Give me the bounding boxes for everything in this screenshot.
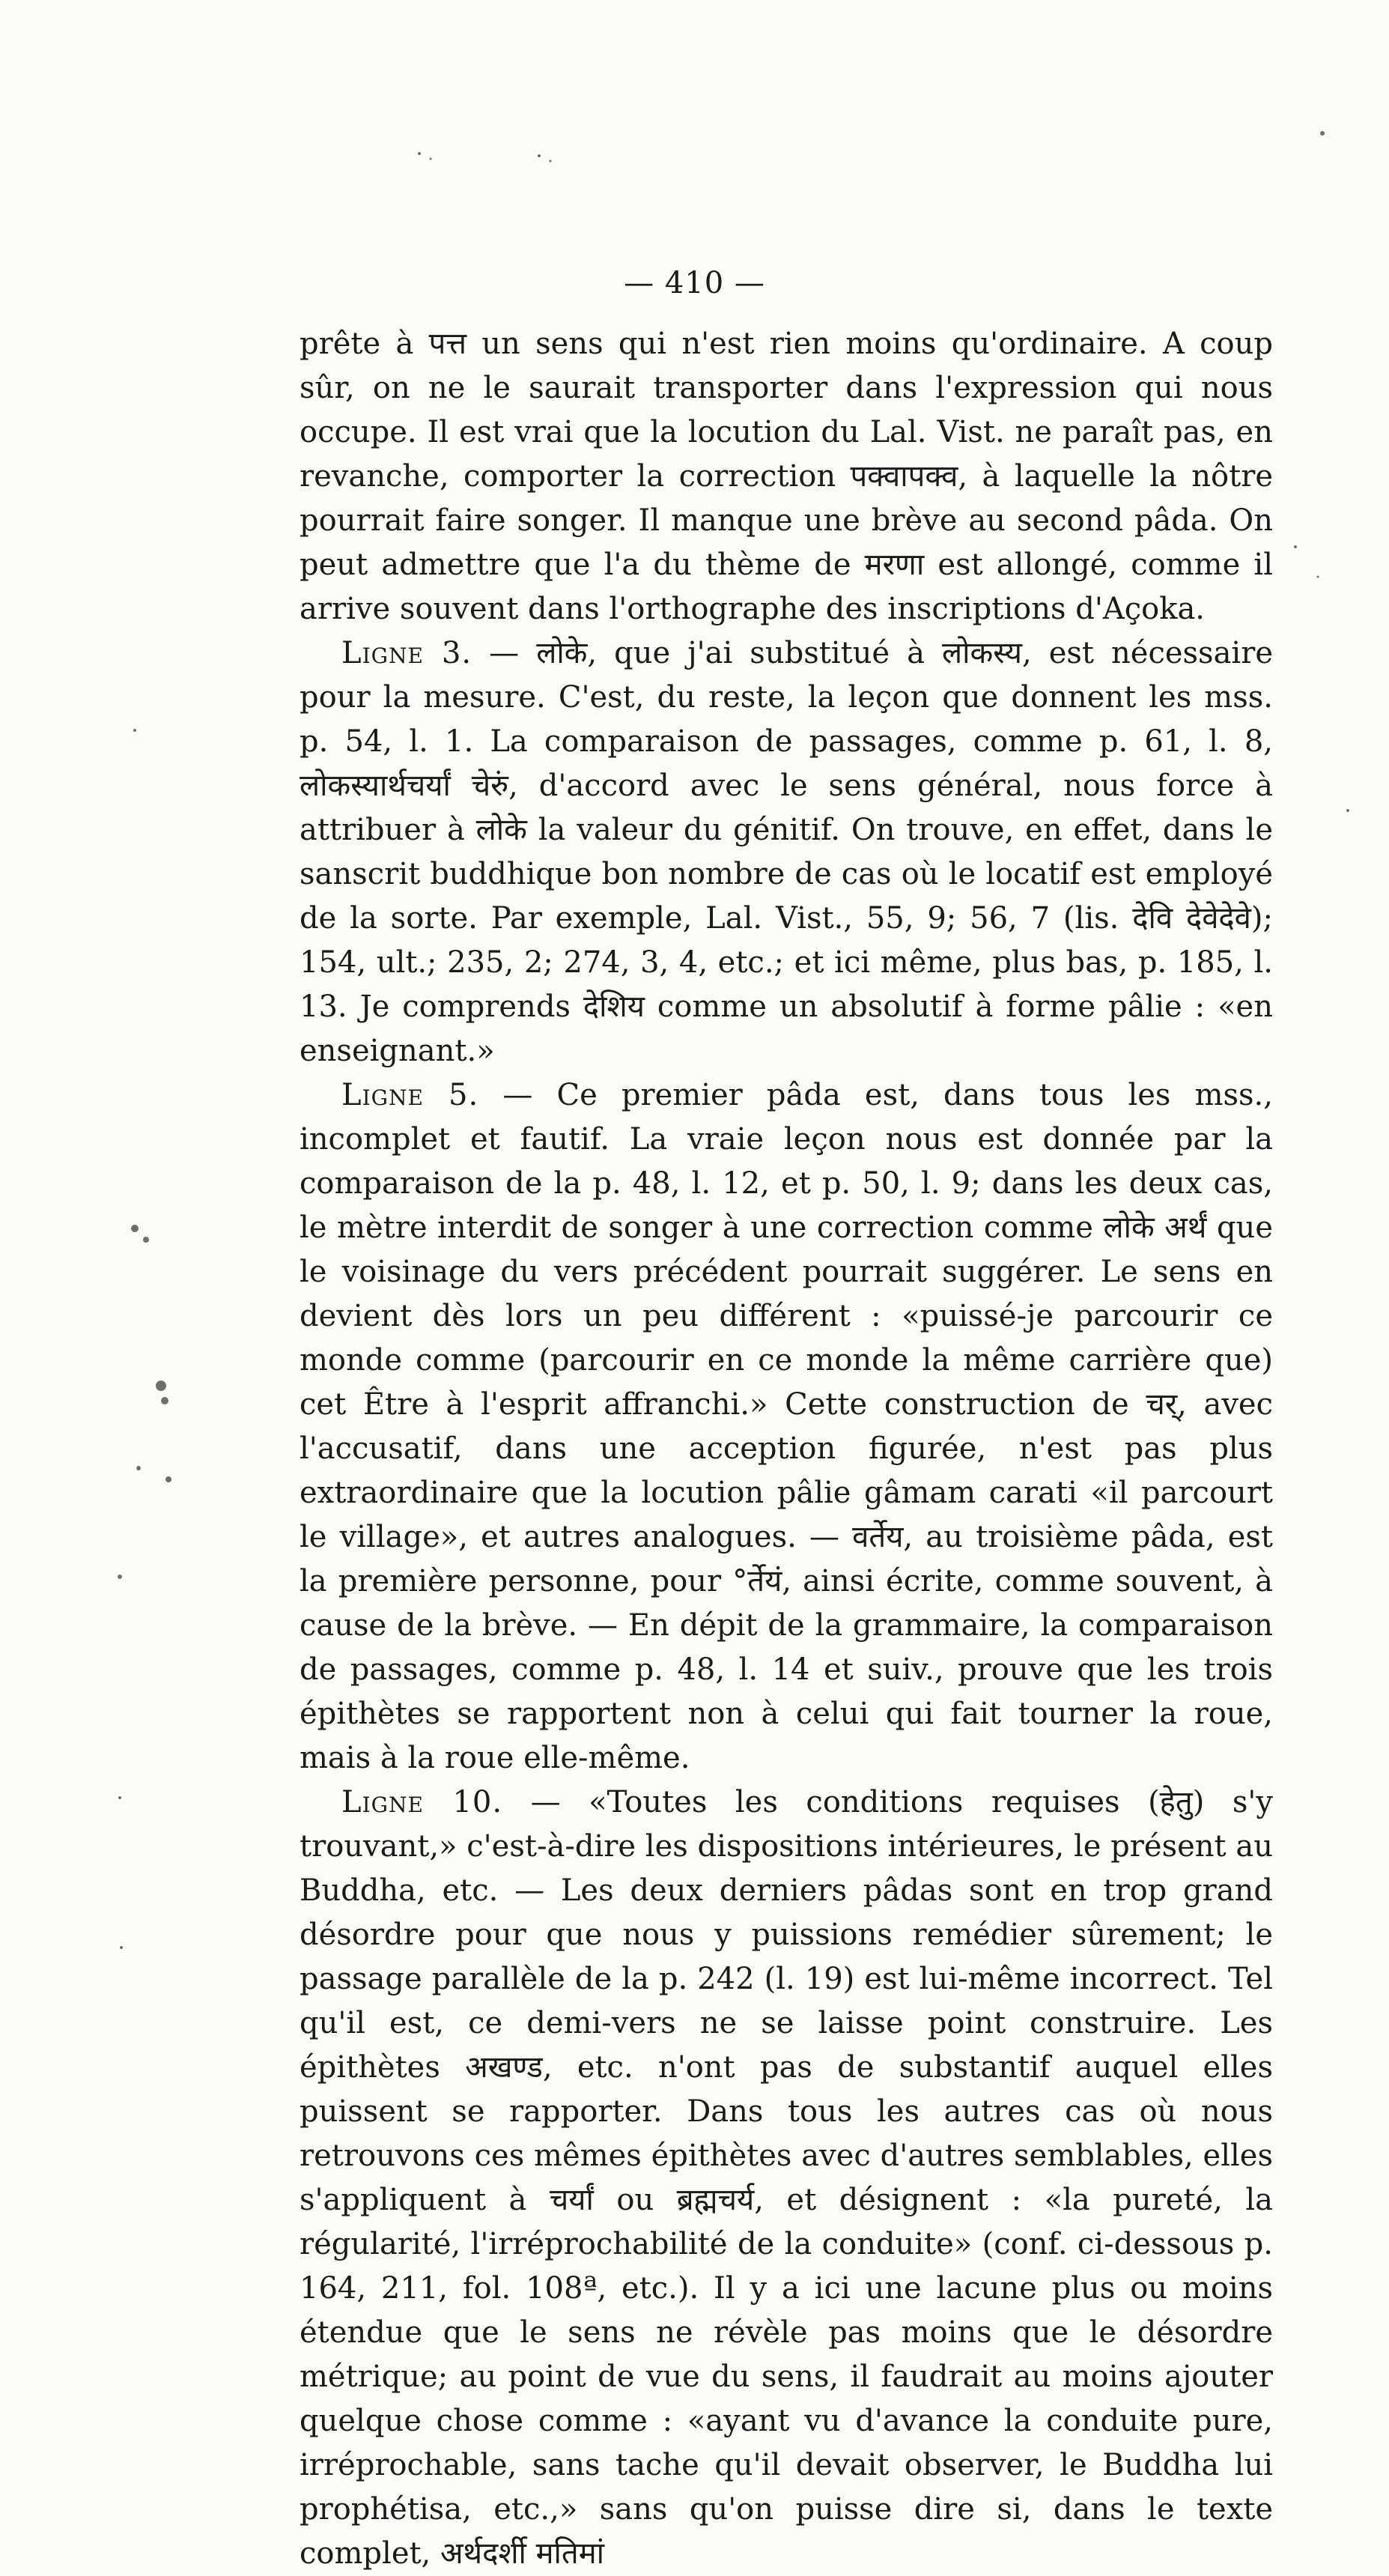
paragraph-lead: Ligne 3. [341,636,472,670]
paragraph-text: — Ce premier pâda est, dans tous les mss., incomplet et fautif. La vraie leçon nous est donnée par la comparaison de la p. 48, l. 12, et p. 50, l. 9; dans les deux cas, le mètre interdit de songer à une correction comme लोके अर्थं que le voisinage du vers précédent pourrait suggérer. Le sens en devient dès lors un peu différent : «puissé-je parcourir ce monde comme (parcourir en ce monde la même carrière que) cet Être à l'esprit affranchi.» Cette construction de चर्, avec l'accusatif, dans une acception figurée, n'est pas plus extraordinaire que la locution pâlie gâmam carati «il parcourt le village», et autres analogues. — वर्तेय, au troisième pâda, est la première personne, pour °र्तेयं, ainsi écrite, comme souvent, à cause de la brève. — En dépit de la grammaire, la comparaison de passages, comme p. 48, l. 14 et suiv., prouve que les trois épithètes se rapportent non à celui qui fait tourner la roue, mais à la roue elle-même. [300,1078,1273,1775]
paragraph-lead: Ligne 10. [341,1785,503,1819]
paragraph-ligne-10 [300,1781,1273,2576]
paragraph-ligne-5 [300,1073,1273,1781]
paragraph-1 [300,322,1273,631]
paragraph-text: — लोके, que j'ai substitué à लोकस्य, est nécessaire pour la mesure. C'est, du reste, la leçon que donnent les mss. p. 54, l. 1. La comparaison de passages, comme p. 61, l. 8, लोकस्यार्थचर्यां चेरुं, d'accord avec le sens général, nous force à attribuer à लोके la valeur du génitif. On trouve, en effet, dans le sanscrit buddhique bon nombre de cas où le locatif est employé de la sorte. Par exemple, Lal. Vist., 55, 9; 56, 7 (lis. देवि देवेदेवे); 154, ult.; 235, 2; 274, 3, 4, etc.; et ici même, plus bas, p. 185, l. 13. Je comprends देशिय comme un absolutif à forme pâlie : «en enseignant.» [300,636,1274,1068]
paragraph-ligne-3 [300,631,1273,1073]
paragraph-lead: Ligne 5. [341,1078,479,1112]
page-number: — 410 — [624,266,765,300]
body-text [300,322,1273,2576]
paragraph-text: prête à पत्त un sens qui n'est rien moins qu'ordinaire. A coup sûr, on ne le saurait transporter dans l'expression qui nous occupe. Il est vrai que la locution du Lal. Vist. ne paraît pas, en revanche, comporter la correction पक्वापक्व, à laquelle la nôtre pourrait faire songer. Il manque une brève au second pâda. On peut admettre que l'a du thème de मरणा est allongé, comme il arrive souvent dans l'orthographe des inscriptions d'Açoka. [300,327,1273,626]
paragraph-text: — «Toutes les conditions requises (हेतु) s'y trouvant,» c'est-à-dire les dispositions intérieures, le présent au Buddha, etc. — Les deux derniers pâdas sont en trop grand désordre pour que nous y puissions remédier sûrement; le passage parallèle de la p. 242 (l. 19) est lui-même incorrect. Tel qu'il est, ce demi-vers ne se laisse point construire. Les épithètes अखण्ड, etc. n'ont pas de substantif auquel elles puissent se rapporter. Dans tous les autres cas où nous retrouvons ces mêmes épithètes avec d'autres semblables, elles s'appliquent à चर्यां ou ब्रह्मचर्य, et désignent : «la pureté, la régularité, l'irréprochabilité de la conduite» (conf. ci-dessous p. 164, 211, fol. 108ª, etc.). Il y a ici une lacune plus ou moins étendue que le sens ne révèle pas moins que le désordre métrique; au point de vue du sens, il faudrait au moins ajouter quelque chose comme : «ayant vu d'avance la conduite pure, irréprochable, sans tache qu'il devait observer, le Buddha lui prophétisa, etc.,» sans qu'on puisse dire si, dans le texte complet, अर्थदर्शी मतिमां [300,1785,1273,2571]
